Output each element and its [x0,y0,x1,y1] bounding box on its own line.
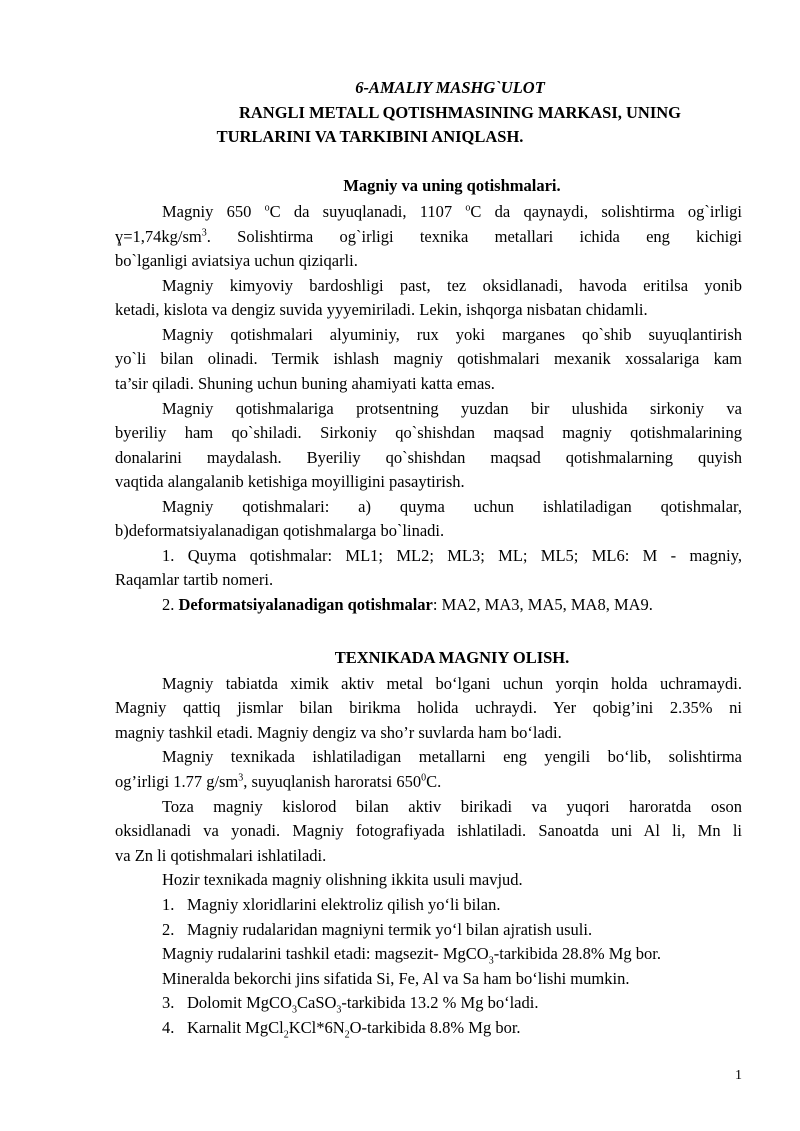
document-subtitle-line-2: TURLARINI VA TARKIBINI ANIQLASH. [216,127,524,146]
paragraph-line: vaqtida alangalanib ketishiga moyilligini pasaytirish. [115,472,465,491]
paragraph-line: Magniy kimyoviy bardoshligi past, tez oksidlanadi, havoda eritilsa yonib [162,276,742,295]
page-number: 1 [735,1068,742,1083]
paragraph-line: bo`lganligi aviatsiya uchun qiziqarli. [115,251,358,270]
list-item-number: 2. [162,920,175,939]
paragraph-line: Magniy 650 $^o$C da suyuqlanadi, 1107 $^o$C da qaynaydi, solishtirma og`irligi [162,202,742,221]
list-item-number: 1. [162,895,175,914]
list-item: Magniy xloridlarini elektroliz qilish yo‘li bilan. [187,895,501,914]
paragraph-line: 1. Quyma qotishmalar: ML1; ML2; ML3; ML; ML5; ML6: M - magniy, [162,546,742,565]
list-item-number: 3. [162,993,175,1012]
list-item-number: 4. [162,1018,175,1037]
list-item: Dolomit MgCO$_3$CaSO$_3$-tarkibida 13.2 % Mg bo‘ladi. [187,993,539,1016]
paragraph-line: ta’sir qiladi. Shuning uchun buning ahamiyati katta emas. [115,374,495,393]
paragraph-line: Magniy qotishmalariga protsentning yuzdan bir ulushida sirkoniy va [162,399,742,418]
paragraph-line: Toza magniy kislorod bilan aktiv birikadi va yuqori haroratda oson [162,797,742,816]
paragraph-line: $ɣ=1,74kg/sm^3$. Solishtirma og`irligi texnika metallari ichida eng kichigi [115,227,742,246]
list-item: Karnalit $MgCl_2KCl*6N_2O$-tarkibida 8.8% Mg bor. [187,1018,521,1041]
paragraph-line: Magniy qotishmalari alyuminiy, rux yoki marganes qo`shib suyuqlantirish [162,325,742,344]
paragraph-line: byeriliy ham qo`shiladi. Sirkoniy qo`shishdan maqsad magniy qotishmalarining [115,423,742,442]
paragraph-line: b)deformatsiyalanadigan qotishmalarga bo`linadi. [115,521,445,540]
section-heading-texnikada: TEXNIKADA MAGNIY OLISH. [334,648,570,667]
section-heading-magniy: Magniy va uning qotishmalari. [343,176,561,195]
paragraph-line: og’irligi 1.77 $g/sm^3$, suyuqlanish haroratsi $650^0C$. [115,772,442,791]
paragraph-line: Magniy qattiq jismlar bilan birikma holida uchraydi. Yer qobig’ini 2.35% ni [115,698,742,717]
paragraph-line: oksidlanadi va yonadi. Magniy fotografiyada ishlatiladi. Sanoatda uni Al li, Mn li [115,821,742,840]
paragraph-line: magniy tashkil etadi. Magniy dengiz va sho’r suvlarda ham bo‘ladi. [115,723,562,742]
document-subtitle-line-1: RANGLI METALL QOTISHMASINING MARKASI, UNING [238,103,682,122]
paragraph-line: va Zn li qotishmalari ishlatiladi. [115,846,327,865]
paragraph-line: Magniy texnikada ishlatiladigan metallarni eng yengili bo‘lib, solishtirma [162,747,742,766]
paragraph-line: donalarini maydalash. Byeriliy qo`shishdan maqsad qotishmalarning quyish [115,448,742,467]
paragraph-line: 2. Deformatsiyalanadigan qotishmalar: MA2, MA3, MA5, MA8, MA9. [162,595,653,614]
paragraph-line: Magniy qotishmalari: a) quyma uchun ishlatiladigan qotishmalar, [162,497,742,516]
paragraph-line: Raqamlar tartib nomeri. [115,570,274,589]
paragraph-line: Hozir texnikada magniy olishning ikkita usuli mavjud. [162,870,523,889]
paragraph-line: Mineralda bekorchi jins sifatida Si, Fe, Al va Sa ham bo‘lishi mumkin. [162,969,630,988]
paragraph-line: ketadi, kislota va dengiz suvida yyyemiriladi. Lekin, ishqorga nisbatan chidamli. [115,300,648,319]
list-item: Magniy rudalaridan magniyni termik yo‘l bilan ajratish usuli. [187,920,593,939]
page-title: 6-AMALIY MASHG`ULOT [355,78,545,97]
paragraph-line: Magniy tabiatda ximik aktiv metal bo‘lgani uchun yorqin holda uchramaydi. [162,674,742,693]
paragraph-line: Magniy rudalarini tashkil etadi: magsezit- MgCO$_3$-tarkibida 28.8% Mg bor. [162,944,661,967]
paragraph-line: yo`li bilan olinadi. Termik ishlash magniy qotishmalari mexanik xossalariga kam [115,349,742,368]
